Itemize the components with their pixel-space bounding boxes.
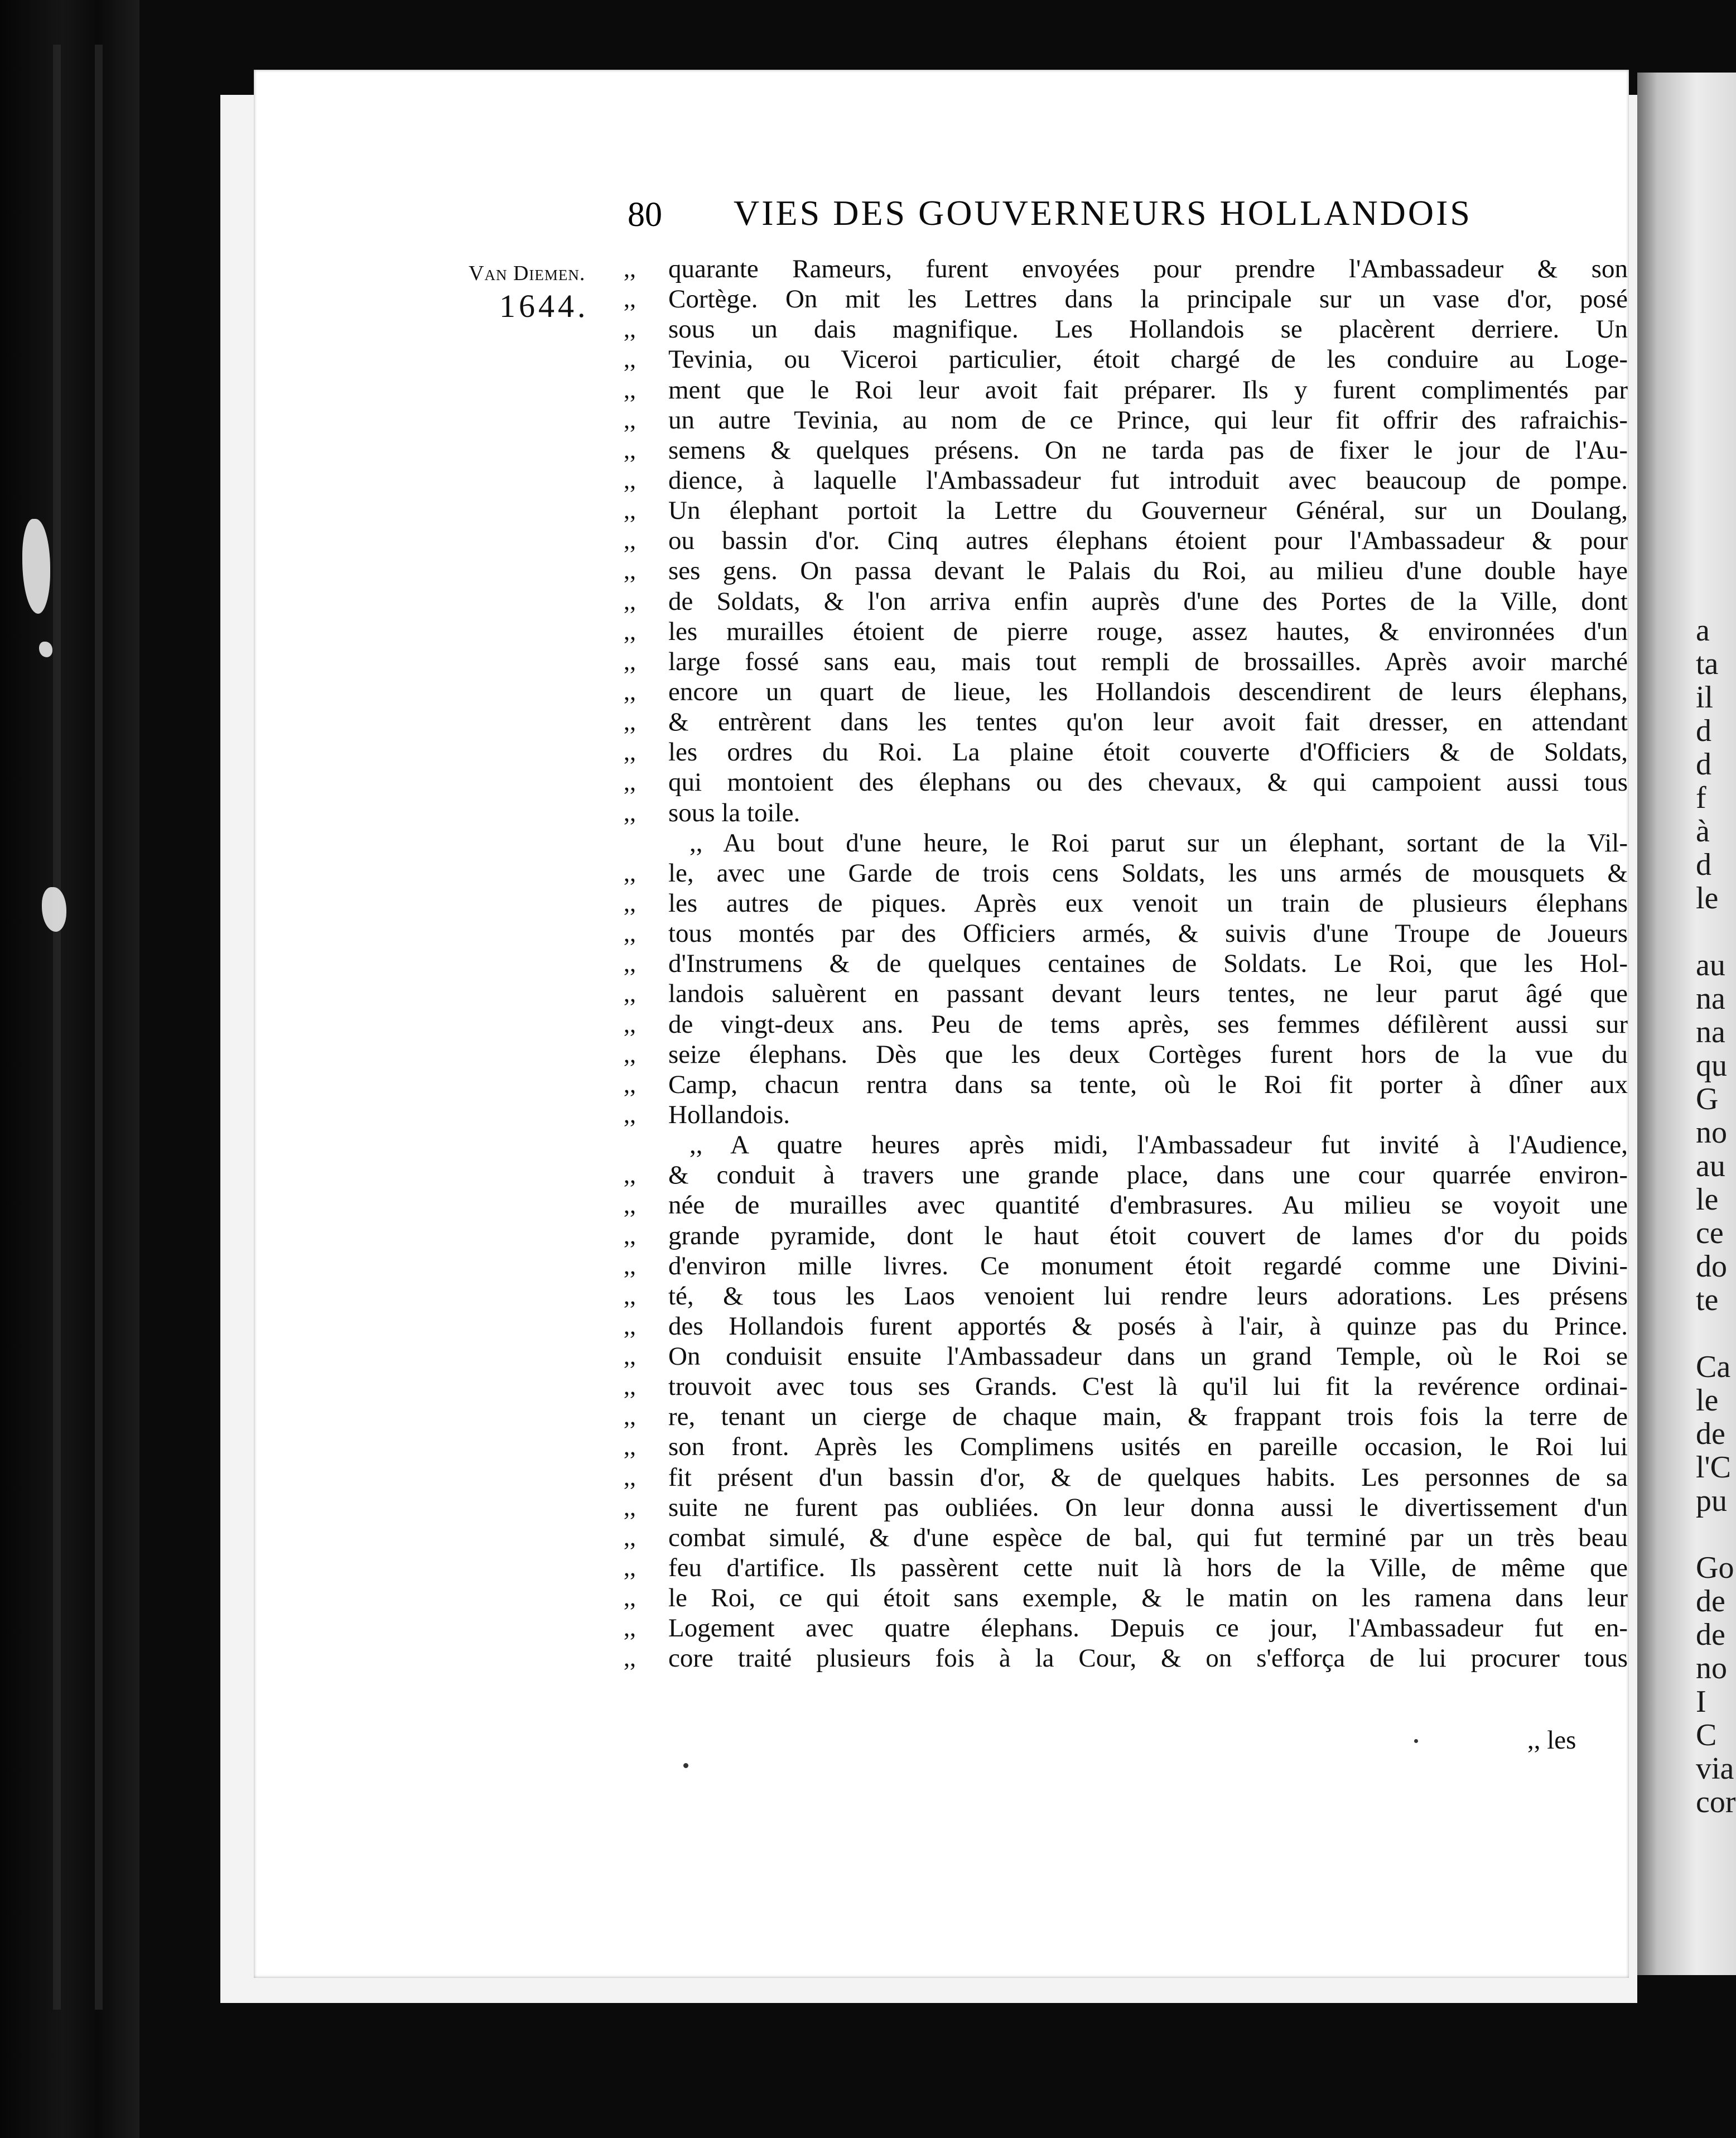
- quotation-mark: ,,: [624, 436, 636, 464]
- text-line: [624, 1221, 1628, 1251]
- quotation-mark: ,,: [624, 1644, 636, 1672]
- line-text: & entrèrent dans les tentes qu'on leur avoit fait dresser, en attendant: [668, 707, 1628, 737]
- quotation-mark: ,,: [624, 980, 636, 1008]
- text-line: [624, 1492, 1628, 1523]
- catchword: ,, les: [1527, 1726, 1576, 1755]
- text-line: [624, 677, 1628, 707]
- running-head-title: VIES DES GOUVERNEURS HOLLANDOIS: [734, 193, 1472, 233]
- line-text: de vingt-deux ans. Peu de tems après, ses femmes défilèrent aussi sur: [668, 1009, 1628, 1039]
- ink-speck: [683, 1763, 688, 1768]
- line-text: son front. Après les Complimens usités en pareille occasion, le Roi lui: [668, 1432, 1628, 1462]
- quotation-mark: ,,: [624, 1614, 636, 1642]
- line-text: des Hollandois furent apportés & posés à l'air, à quinze pas du Prince.: [668, 1311, 1628, 1341]
- text-line: [624, 707, 1628, 737]
- line-text: core traité plusieurs fois à la Cour, & on s'efforça de lui procurer tous: [668, 1644, 1628, 1673]
- line-text: qui montoient des élephans ou des chevaux, & qui campoient aussi tous: [668, 768, 1628, 797]
- line-text: ment que le Roi leur avoit fait préparer. Ils y furent complimentés par: [668, 375, 1628, 405]
- text-line: [624, 526, 1628, 556]
- quotation-mark: ,,: [624, 919, 636, 947]
- text-line: [624, 465, 1628, 495]
- marginal-year: 1644.: [499, 288, 589, 324]
- quotation-mark: ,,: [624, 1010, 636, 1038]
- text-line: [624, 888, 1628, 918]
- quotation-mark: ,,: [624, 768, 636, 796]
- quotation-mark: ,,: [624, 466, 636, 494]
- text-line: [624, 1251, 1628, 1281]
- quotation-mark: ,,: [624, 1221, 636, 1249]
- ink-speck: [1414, 1739, 1418, 1743]
- text-line: [624, 1281, 1628, 1311]
- line-text: combat simulé, & d'une espèce de bal, qui fut terminé par un très beau: [668, 1523, 1628, 1552]
- book-binding-edge: [0, 0, 139, 2138]
- line-text: semens & quelques présens. On ne tarda pas de fixer le jour de l'Au-: [668, 435, 1628, 465]
- paper-stain: [39, 642, 52, 657]
- text-line: [624, 1070, 1628, 1100]
- line-text: sous un dais magnifique. Les Hollandois se placèrent derriere. Un: [668, 315, 1628, 344]
- quotation-mark: ,,: [624, 345, 636, 373]
- binding-shadow-band: [95, 45, 103, 2010]
- text-line: [624, 586, 1628, 617]
- line-text: large fossé sans eau, mais tout rempli de brossailles. Après avoir marché: [668, 647, 1628, 676]
- text-line: [624, 284, 1628, 314]
- quotation-mark: ,,: [624, 1523, 636, 1551]
- quotation-mark: ,,: [624, 497, 636, 524]
- text-line: [624, 948, 1628, 979]
- text-line: [624, 1523, 1628, 1553]
- text-line: [624, 1462, 1628, 1492]
- text-line: [624, 556, 1628, 586]
- line-text: le, avec une Garde de trois cens Soldats, les uns armés de mousquets &: [668, 858, 1628, 888]
- text-line: [624, 405, 1628, 435]
- text-line: [624, 314, 1628, 344]
- text-line: [624, 979, 1628, 1009]
- body-text: [624, 254, 1628, 1674]
- line-text: d'Instrumens & de quelques centaines de Soldats. Le Roi, que les Hol-: [668, 949, 1628, 979]
- quotation-mark: ,,: [624, 708, 636, 736]
- quotation-mark: ,,: [624, 1040, 636, 1068]
- quotation-mark: ,,: [624, 859, 636, 887]
- text-line: [624, 344, 1628, 374]
- line-text: grande pyramide, dont le haut étoit couvert de lames d'or du poids: [668, 1221, 1628, 1250]
- quotation-mark: ,,: [624, 1070, 636, 1098]
- line-text: Hollandois.: [668, 1100, 790, 1129]
- text-line: [624, 435, 1628, 465]
- text-line: [624, 1583, 1628, 1613]
- line-text: suite ne furent pas oubliées. On leur donna aussi le divertissement d'un: [668, 1492, 1628, 1522]
- quotation-mark: ,,: [624, 1251, 636, 1279]
- line-text: un autre Tevinia, au nom de ce Prince, qui leur fit offrir des rafraichis-: [668, 405, 1628, 435]
- quotation-mark: ,,: [624, 1554, 636, 1582]
- line-text: dience, à laquelle l'Ambassadeur fut introduit avec beaucoup de pompe.: [668, 465, 1628, 495]
- text-line: [624, 798, 1592, 828]
- line-text: tous montés par des Officiers armés, & suivis d'une Troupe de Joueurs: [668, 919, 1628, 948]
- line-text: & conduit à travers une grande place, dans une cour quarrée environ-: [668, 1161, 1628, 1190]
- line-text: Camp, chacun rentra dans sa tente, où le Roi fit porter à dîner aux: [668, 1070, 1628, 1099]
- line-text: les murailles étoient de pierre rouge, assez hautes, & environnées d'un: [668, 617, 1628, 646]
- text-line: [624, 1613, 1628, 1643]
- line-text: Logement avec quatre élephans. Depuis ce jour, l'Ambassadeur fut en-: [668, 1614, 1628, 1643]
- quotation-mark: ,,: [624, 1161, 636, 1189]
- line-text: On conduisit ensuite l'Ambassadeur dans un grand Temple, où le Roi se: [668, 1342, 1628, 1371]
- line-text: d'environ mille livres. Ce monument étoit regardé comme une Divini-: [668, 1251, 1628, 1280]
- quotation-mark: ,,: [624, 1342, 636, 1370]
- line-text: ,, A quatre heures après midi, l'Ambassadeur fut invité à l'Audience,: [689, 1130, 1628, 1160]
- text-line: [624, 1190, 1628, 1220]
- line-text: ou bassin d'or. Cinq autres élephans étoient pour l'Ambassadeur & pour: [668, 526, 1628, 556]
- text-line: [624, 1009, 1628, 1039]
- running-head: [628, 192, 1520, 243]
- line-text: landois saluèrent en passant devant leurs tentes, ne leur parut âgé que: [668, 979, 1628, 1009]
- text-line: [624, 1371, 1628, 1402]
- line-text: ,, Au bout d'une heure, le Roi parut sur un élephant, sortant de la Vil-: [689, 828, 1628, 858]
- line-text: Cortège. On mit les Lettres dans la principale sur un vase d'or, posé: [668, 285, 1628, 314]
- quotation-mark: ,,: [624, 1403, 636, 1431]
- text-line: [624, 495, 1628, 526]
- facing-page-text: a ta il d d f à d le au na na qu G no au le ce do te Ca le de l'C pu Go de de no I C via cor: [1696, 614, 1736, 1819]
- line-text: seize élephans. Dès que les deux Cortèges furent hors de la vue du: [668, 1039, 1628, 1069]
- quotation-mark: ,,: [624, 677, 636, 705]
- text-line: [624, 617, 1628, 647]
- quotation-mark: ,,: [624, 527, 636, 555]
- text-line: [624, 1130, 1628, 1160]
- quotation-mark: ,,: [624, 798, 636, 826]
- text-line: [624, 375, 1628, 405]
- line-text: quarante Rameurs, furent envoyées pour prendre l'Ambassadeur & son: [668, 254, 1628, 283]
- quotation-mark: ,,: [624, 587, 636, 615]
- text-line: [624, 1341, 1628, 1371]
- quotation-mark: ,,: [624, 255, 636, 282]
- quotation-mark: ,,: [624, 375, 636, 403]
- quotation-mark: ,,: [624, 1312, 636, 1340]
- text-line: [624, 858, 1628, 888]
- line-text: le Roi, ce qui étoit sans exemple, & le matin on les ramena dans leur: [668, 1583, 1628, 1613]
- text-line: [624, 737, 1628, 767]
- text-line: [624, 1100, 1592, 1130]
- text-line: [624, 1553, 1628, 1583]
- line-text: les autres de piques. Après eux venoit un train de plusieurs élephans: [668, 888, 1628, 918]
- marginal-name: Van Diemen.: [469, 262, 586, 285]
- line-text: Tevinia, ou Viceroi particulier, étoit chargé de les conduire au Loge-: [668, 345, 1628, 374]
- quotation-mark: ,,: [624, 738, 636, 766]
- line-text: les ordres du Roi. La plaine étoit couverte d'Officiers & de Soldats,: [668, 738, 1628, 767]
- text-line: [624, 1643, 1628, 1673]
- line-text: fit présent d'un bassin d'or, & de quelques habits. Les personnes de sa: [668, 1462, 1628, 1492]
- text-line: [624, 1039, 1628, 1070]
- quotation-mark: ,,: [624, 1493, 636, 1521]
- quotation-mark: ,,: [624, 1100, 636, 1128]
- line-text: re, tenant un cierge de chaque main, & frappant trois fois la terre de: [668, 1402, 1628, 1432]
- line-text: née de murailles avec quantité d'embrasures. Au milieu se voyoit une: [668, 1191, 1628, 1220]
- quotation-mark: ,,: [624, 557, 636, 585]
- quotation-mark: ,,: [624, 1191, 636, 1219]
- quotation-mark: ,,: [624, 889, 636, 917]
- text-line: [624, 918, 1628, 948]
- quotation-mark: ,,: [624, 617, 636, 645]
- text-line: [624, 1432, 1628, 1462]
- line-text: Un élephant portoit la Lettre du Gouverneur Général, sur un Doulang,: [668, 496, 1628, 526]
- line-text: encore un quart de lieue, les Hollandois descendirent de leurs élephans,: [668, 677, 1628, 706]
- line-text: té, & tous les Laos venoient lui rendre leurs adorations. Les présens: [668, 1281, 1628, 1311]
- text-line: [624, 254, 1628, 284]
- quotation-mark: ,,: [624, 315, 636, 343]
- quotation-mark: ,,: [624, 1373, 636, 1400]
- line-text: de Soldats, & l'on arriva enfin auprès d'une des Portes de la Ville, dont: [668, 586, 1628, 616]
- line-text: ses gens. On passa devant le Palais du Roi, au milieu d'une double haye: [668, 556, 1628, 586]
- quotation-mark: ,,: [624, 1433, 636, 1461]
- text-line: [624, 1160, 1628, 1190]
- quotation-mark: ,,: [624, 647, 636, 675]
- line-text: trouvoit avec tous ses Grands. C'est là qu'il lui fit la revérence ordinai-: [668, 1372, 1628, 1402]
- binding-shadow-band: [53, 45, 61, 2010]
- quotation-mark: ,,: [624, 285, 636, 313]
- text-line: [624, 647, 1628, 677]
- text-line: [624, 828, 1628, 858]
- page-number: 80: [628, 196, 662, 234]
- text-line: [624, 1402, 1628, 1432]
- quotation-mark: ,,: [624, 1463, 636, 1491]
- quotation-mark: ,,: [624, 950, 636, 977]
- line-text: feu d'artifice. Ils passèrent cette nuit là hors de la Ville, de même que: [668, 1553, 1628, 1583]
- quotation-mark: ,,: [624, 1282, 636, 1309]
- quotation-mark: ,,: [624, 1584, 636, 1612]
- text-line: [624, 767, 1628, 797]
- text-line: [624, 1311, 1628, 1341]
- quotation-mark: ,,: [624, 406, 636, 434]
- line-text: sous la toile.: [668, 798, 801, 827]
